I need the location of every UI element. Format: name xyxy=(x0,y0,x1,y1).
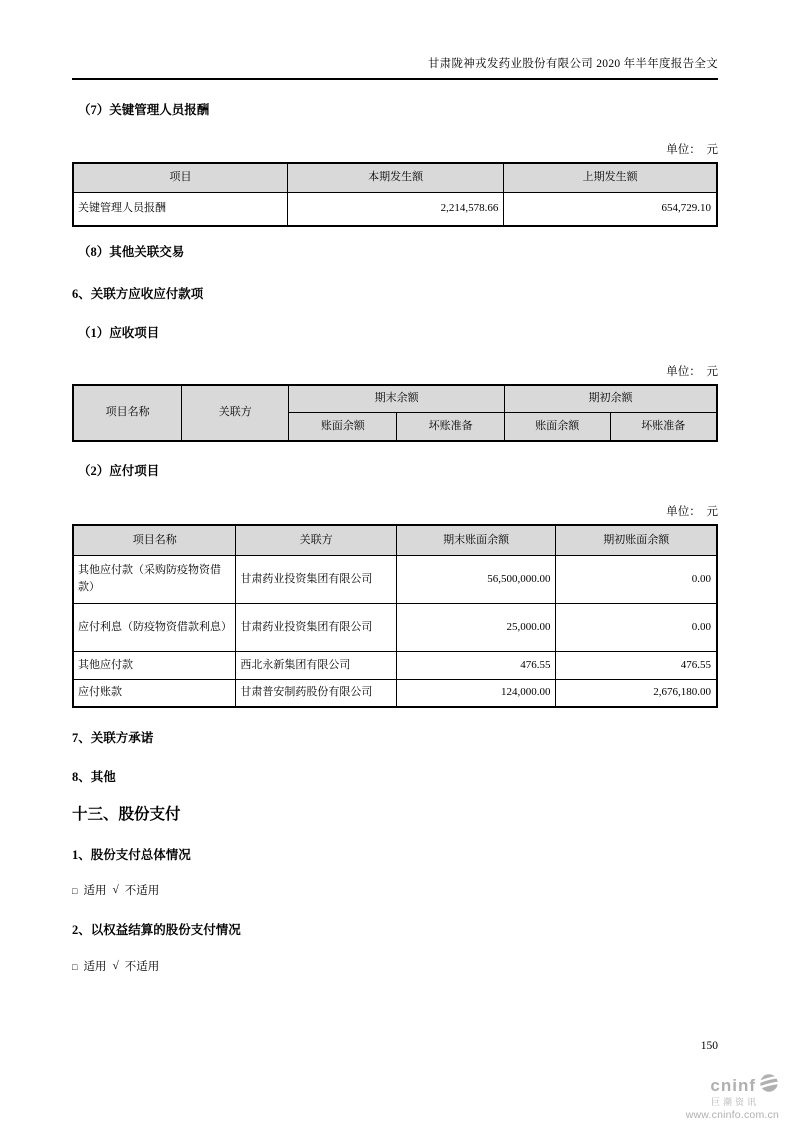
checkbox-icon: □ xyxy=(72,961,78,972)
applicability-line-2 xyxy=(72,958,718,974)
unit-label-2: 单位： 元 xyxy=(666,365,718,378)
check-mark-icon: √ xyxy=(112,884,119,897)
cninfo-swirl-icon xyxy=(759,1073,779,1097)
col-header-current-amount: 本期发生额 xyxy=(287,163,503,193)
table-row xyxy=(73,679,717,707)
heading-share-payment-overview: 1、股份支付总体情况 xyxy=(72,847,191,862)
heading-key-management-compensation: （7）关键管理人员报酬 xyxy=(78,103,210,117)
col-header-item-name: 项目名称 xyxy=(73,385,182,441)
receivables-table xyxy=(72,384,718,442)
heading-other: 8、其他 xyxy=(72,769,116,784)
col-header-book-balance-beginning: 账面余额 xyxy=(504,413,610,441)
cell-current-amount: 2,214,578.66 xyxy=(287,193,503,226)
cell-related-party: 西北永新集团有限公司 xyxy=(236,651,396,679)
cell-ending-balance: 124,000.00 xyxy=(396,679,556,707)
table-row xyxy=(73,651,717,679)
col-header-beginning-book-balance: 期初账面余额 xyxy=(556,525,717,555)
col-header-item: 项目 xyxy=(73,163,287,193)
unit-label-1: 单位： 元 xyxy=(666,143,718,156)
payables-table xyxy=(72,524,718,708)
cell-beginning-balance: 0.00 xyxy=(556,603,717,651)
compensation-table xyxy=(72,162,718,227)
cell-ending-balance: 25,000.00 xyxy=(396,603,556,651)
compensation-table-header-row xyxy=(73,163,717,193)
col-header-bad-debt-ending: 坏账准备 xyxy=(397,413,505,441)
col-header-related-party: 关联方 xyxy=(236,525,396,555)
check-mark-icon: √ xyxy=(112,960,119,972)
col-header-item-name: 项目名称 xyxy=(73,525,236,555)
table-row xyxy=(73,555,717,603)
cell-prior-amount: 654,729.10 xyxy=(504,193,717,226)
cninfo-logo-site: www.cninfo.com.cn xyxy=(685,1109,779,1121)
payables-table-header-row xyxy=(73,525,717,555)
heading-equity-settled-share-payment: 2、以权益结算的股份支付情况 xyxy=(72,923,241,938)
heading-related-party-receivables-payables: 6、关联方应收应付款项 xyxy=(72,287,204,302)
col-header-book-balance-ending: 账面余额 xyxy=(289,413,397,441)
cell-item: 关键管理人员报酬 xyxy=(73,193,287,226)
applicable-label: 适用 xyxy=(83,885,107,898)
cell-item: 其他应付款 xyxy=(73,651,236,679)
col-group-beginning-balance: 期初余额 xyxy=(504,385,717,413)
cell-related-party: 甘肃药业投资集团有限公司 xyxy=(236,555,396,603)
cninfo-logo-text: cninf xyxy=(710,1075,756,1095)
heading-share-payment: 十三、股份支付 xyxy=(72,806,181,824)
col-header-bad-debt-beginning: 坏账准备 xyxy=(610,413,717,441)
table-row xyxy=(73,193,717,226)
cell-item: 应付账款 xyxy=(73,679,236,707)
table-row xyxy=(73,603,717,651)
cell-beginning-balance: 2,676,180.00 xyxy=(556,679,717,707)
cninfo-logo-caption: 巨潮资讯 xyxy=(710,1097,759,1107)
page-number: 150 xyxy=(700,1040,718,1052)
cell-item: 其他应付款（采购防疫物资借款） xyxy=(73,555,236,603)
document-title: 甘肃陇神戎发药业股份有限公司 2020 年半年度报告全文 xyxy=(427,58,718,70)
checkbox-icon: □ xyxy=(72,885,78,896)
col-header-ending-book-balance: 期末账面余额 xyxy=(396,525,556,555)
document-header xyxy=(72,55,718,80)
heading-related-party-commitments: 7、关联方承诺 xyxy=(72,731,154,746)
heading-receivable-items: （1）应收项目 xyxy=(78,325,160,340)
cell-beginning-balance: 476.55 xyxy=(556,651,717,679)
col-header-prior-amount: 上期发生额 xyxy=(504,163,717,193)
cell-beginning-balance: 0.00 xyxy=(556,555,717,603)
cell-related-party: 甘肃普安制药股份有限公司 xyxy=(236,679,396,707)
not-applicable-label: 不适用 xyxy=(124,885,160,898)
col-group-ending-balance: 期末余额 xyxy=(289,385,505,413)
applicable-label: 适用 xyxy=(83,961,107,973)
heading-other-related-transactions: （8）其他关联交易 xyxy=(78,244,185,259)
not-applicable-label: 不适用 xyxy=(124,961,160,973)
applicability-line-1 xyxy=(72,882,718,898)
col-header-related-party: 关联方 xyxy=(182,385,289,441)
cell-related-party: 甘肃药业投资集团有限公司 xyxy=(236,603,396,651)
cninfo-logo xyxy=(686,1073,779,1121)
unit-label-3: 单位： 元 xyxy=(666,506,718,519)
cell-ending-balance: 56,500,000.00 xyxy=(396,555,556,603)
cninfo-logo-row xyxy=(686,1073,779,1097)
heading-payable-items: （2）应付项目 xyxy=(78,463,160,478)
receivables-table-header-row-1 xyxy=(73,385,717,413)
cell-item: 应付利息（防疫物资借款利息） xyxy=(73,603,236,651)
cell-ending-balance: 476.55 xyxy=(396,651,556,679)
